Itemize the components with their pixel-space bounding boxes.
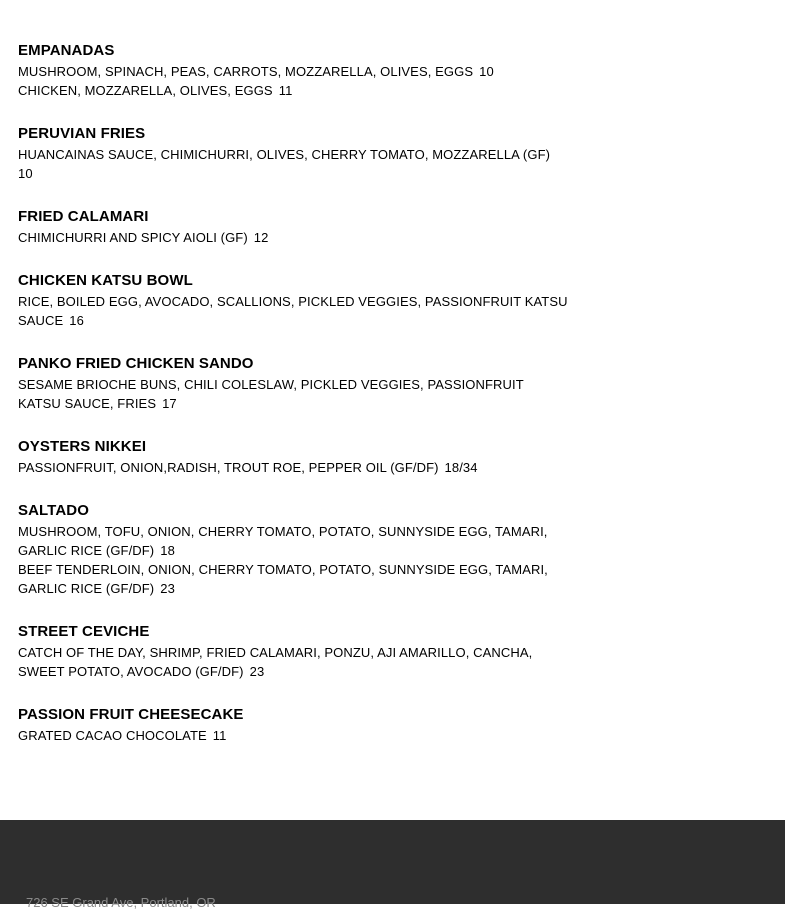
menu-item-description [18,643,548,681]
description-text: PASSIONFRUIT, ONION,RADISH, TROUT ROE, PEPPER OIL (GF/DF) [18,460,439,475]
menu-item-peruvian-fries [18,125,583,183]
menu-item-chicken-katsu-bowl [18,272,583,330]
menu-item-panko-sando [18,355,583,413]
menu-item-description [18,292,578,330]
menu-item-description [18,145,583,183]
price: 16 [69,313,84,328]
menu-item-description [18,458,583,477]
price: 17 [162,396,177,411]
site-footer [0,820,785,910]
menu-item-description [18,560,563,598]
menu-item-saltado [18,502,583,598]
price: 18 [160,543,175,558]
description-text: GRATED CACAO CHOCOLATE [18,728,207,743]
price: 23 [160,581,175,596]
menu-item-title: FRIED CALAMARI [18,208,149,225]
menu-item-title: PERUVIAN FRIES [18,125,146,142]
menu-item-description [18,726,583,745]
price: 11 [278,83,293,98]
footer-address[interactable]: 726 SE Grand Ave, Portland, OR [26,895,216,910]
price: 12 [253,230,269,245]
menu-item-title: SALTADO [18,502,89,519]
menu-item-passion-fruit-cheesecake [18,706,583,745]
description-text: SESAME BRIOCHE BUNS, CHILI COLESLAW, PICKLED VEGGIES, PASSIONFRUIT KATSU SAUCE, FRIES [18,377,524,411]
menu-item-title: PASSION FRUIT CHEESECAKE [18,706,244,723]
description-text: BEEF TENDERLOIN, ONION, CHERRY TOMATO, POTATO, SUNNYSIDE EGG, TAMARI, GARLIC RICE (GF/DF) [18,562,548,596]
menu-item-description [18,522,563,560]
price: 11 [212,728,227,743]
menu-list [18,42,583,770]
menu-item-oysters-nikkei [18,438,583,477]
menu-item-title: EMPANADAS [18,42,115,59]
price: 23 [249,664,265,679]
price: 18/34 [444,460,478,475]
menu-item-description [18,228,583,247]
menu-item-title: CHICKEN KATSU BOWL [18,272,193,289]
menu-item-description [18,62,583,81]
price: 10 [479,64,494,79]
menu-item-title: OYSTERS NIKKEI [18,438,147,455]
description-text: MUSHROOM, SPINACH, PEAS, CARROTS, MOZZARELLA, OLIVES, EGGS [18,64,474,79]
menu-item-description [18,375,538,413]
description-text: HUANCAINAS SAUCE, CHIMICHURRI, OLIVES, CHERRY TOMATO, MOZZARELLA (GF) [18,147,551,162]
description-text: CHICKEN, MOZZARELLA, OLIVES, EGGS [18,83,273,98]
description-text: MUSHROOM, TOFU, ONION, CHERRY TOMATO, POTATO, SUNNYSIDE EGG, TAMARI, GARLIC RICE (GF/DF) [18,524,548,558]
menu-item-description [18,81,583,100]
menu-item-fried-calamari [18,208,583,247]
price: 10 [18,166,33,181]
menu-item-title: PANKO FRIED CHICKEN SANDO [18,355,254,372]
menu-item-street-ceviche [18,623,583,681]
description-text: CHIMICHURRI AND SPICY AIOLI (GF) [18,230,248,245]
menu-item-title: STREET CEVICHE [18,623,150,640]
description-text: CATCH OF THE DAY, SHRIMP, FRIED CALAMARI, PONZU, AJI AMARILLO, CANCHA, SWEET POTATO, AVOCADO (GF/DF) [18,645,533,679]
menu-item-empanadas [18,42,583,100]
description-text: RICE, BOILED EGG, AVOCADO, SCALLIONS, PICKLED VEGGIES, PASSIONFRUIT KATSU SAUCE [18,294,568,328]
